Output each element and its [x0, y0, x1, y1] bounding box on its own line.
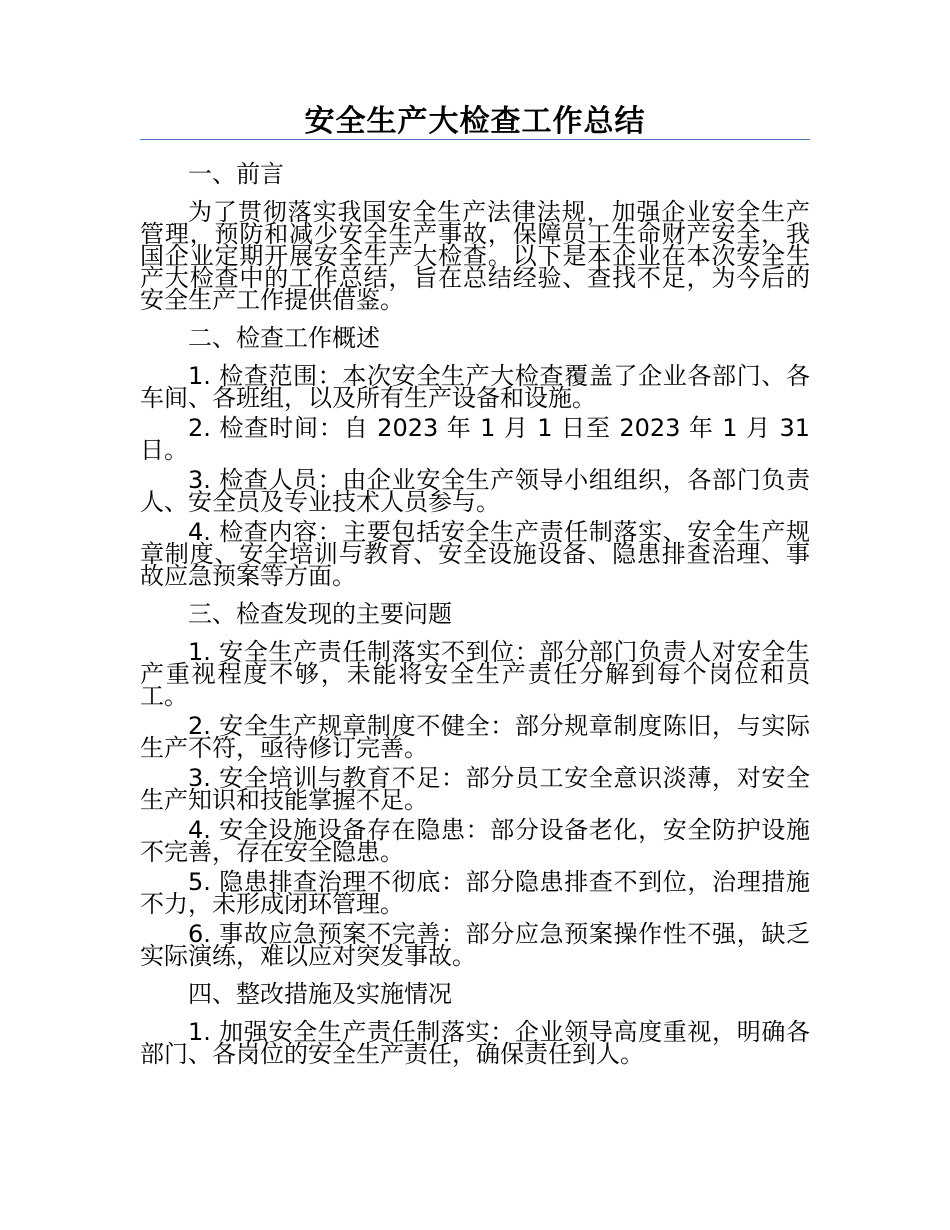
paragraph: 6. 事故应急预案不完善：部分应急预案操作性不强，缺乏实际演练，难以应对突发事故。	[140, 920, 810, 970]
paragraph: 1. 安全生产责任制落实不到位：部分部门负责人对安全生产重视程度不够，未能将安全生产责任分解到每个岗位和员工。	[140, 638, 810, 710]
paragraph: 为了贯彻落实我国安全生产法律法规，加强企业安全生产管理，预防和减少安全生产事故，保障员工生命财产安全，我国企业定期开展安全生产大检查。以下是本企业在本次安全生产大检查中的工作总结，旨在总结经验、查找不足，为今后的安全生产工作提供借鉴。	[140, 198, 810, 314]
paragraph: 2. 检查时间：自 2023 年 1 月 1 日至 2023 年 1 月 31 日。	[140, 414, 810, 464]
paragraph: 5. 隐患排查治理不彻底：部分隐患排查不到位，治理措施不力，未形成闭环管理。	[140, 868, 810, 918]
paragraph: 4. 安全设施设备存在隐患：部分设备老化，安全防护设施不完善，存在安全隐患。	[140, 816, 810, 866]
document-body	[140, 155, 810, 1073]
section-heading: 四、整改措施及实施情况	[188, 980, 452, 1008]
document-title: 安全生产大检查工作总结	[304, 104, 646, 139]
paragraph: 1. 检查范围：本次安全生产大检查覆盖了企业各部门、各车间、各班组，以及所有生产设备和设施。	[140, 362, 810, 412]
paragraph: 2. 安全生产规章制度不健全：部分规章制度陈旧，与实际生产不符，亟待修订完善。	[140, 712, 810, 762]
paragraph: 3. 检查人员：由企业安全生产领导小组组织，各部门负责人、安全员及专业技术人员参与。	[140, 466, 810, 516]
section-heading: 三、检查发现的主要问题	[188, 600, 452, 628]
section-heading: 二、检查工作概述	[188, 324, 380, 352]
paragraph: 3. 安全培训与教育不足：部分员工安全意识淡薄，对安全生产知识和技能掌握不足。	[140, 764, 810, 814]
section-heading: 一、前言	[188, 160, 284, 188]
title-underline	[140, 139, 810, 140]
paragraph: 4. 检查内容：主要包括安全生产责任制落实、安全生产规章制度、安全培训与教育、安全设施设备、隐患排查治理、事故应急预案等方面。	[140, 518, 810, 590]
paragraph: 1. 加强安全生产责任制落实：企业领导高度重视，明确各部门、各岗位的安全生产责任，确保责任到人。	[140, 1018, 810, 1068]
